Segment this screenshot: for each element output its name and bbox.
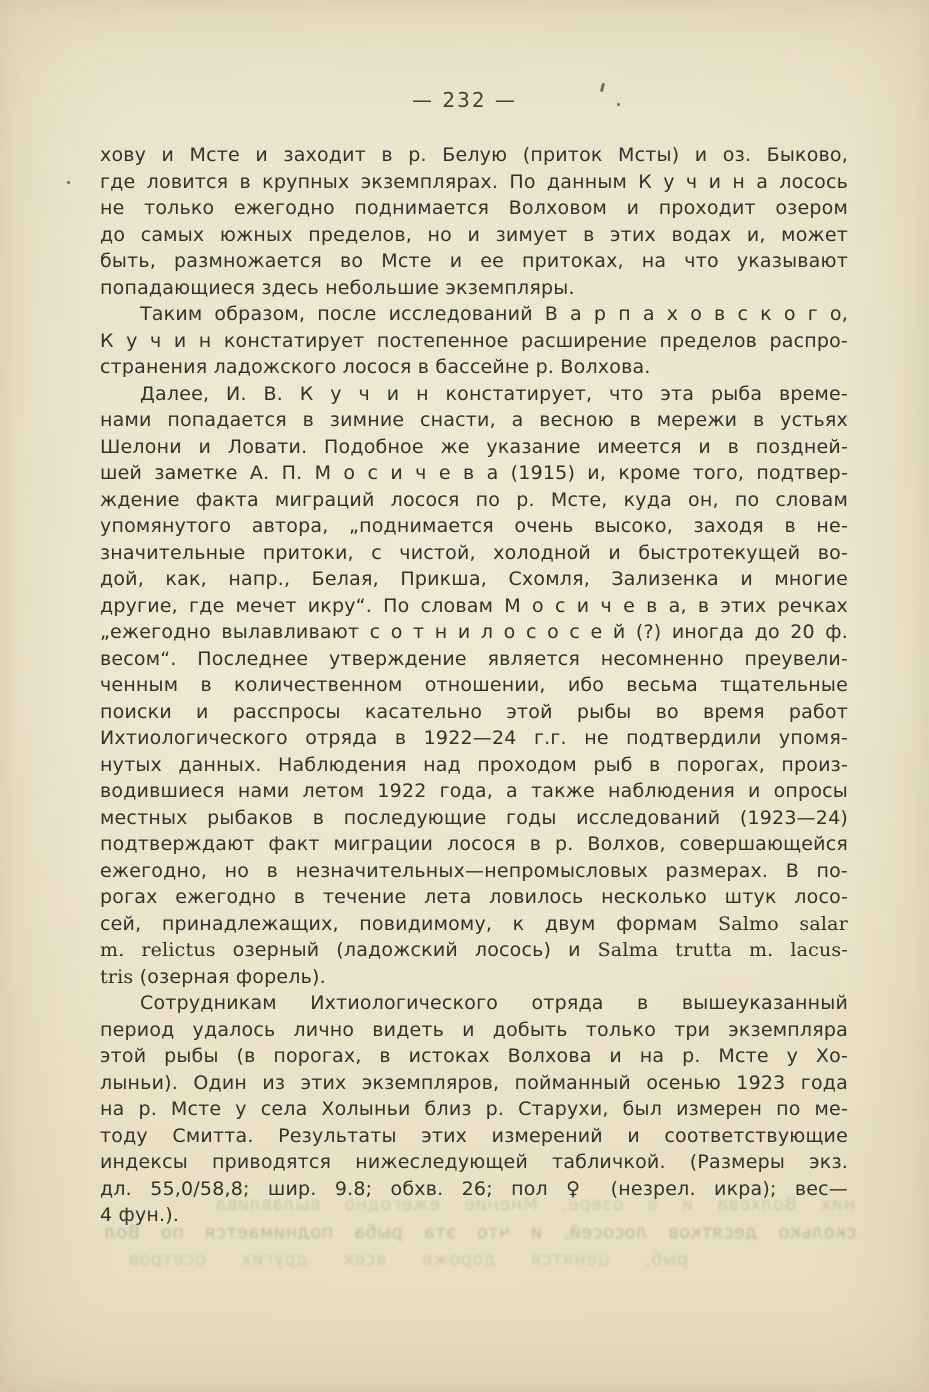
text-line bbox=[100, 911, 848, 938]
showthrough-line: них Волхова и в озере. Мнение ежегодно вылавлива bbox=[215, 1195, 855, 1215]
text-line: подтверждают факт миграции лосося в р. Волхов, совершающейся bbox=[100, 833, 848, 855]
showthrough-line: рыб, ценятся дороже всех других осетров bbox=[128, 1250, 688, 1270]
page-number: — 232 — bbox=[412, 88, 517, 112]
text-line: К у ч и н констатирует постепенное расширение пределов распро- bbox=[100, 329, 848, 352]
text-segment: (озерная форель). bbox=[133, 965, 326, 988]
text-line: дой, как, напр., Белая, Прикша, Схомля, Зализенка и многие bbox=[100, 568, 848, 590]
text-line: весом“. Последнее утверждение является несомненно преувели- bbox=[100, 647, 848, 670]
text-line: шей заметке А. П. М о с и ч е в а (1915) и, кроме того, подтвер- bbox=[100, 462, 848, 484]
text-line: тоду Смитта. Результаты этих измерений и соответствующие bbox=[100, 1124, 848, 1147]
text-line: нами попадается в зимние снасти, а весною в мережи в устьях bbox=[100, 409, 848, 431]
text-line: на р. Мсте у села Холыньи близ р. Старухи, был измерен по ме- bbox=[100, 1098, 848, 1120]
text-line: Далее, И. В. К у ч и н констатирует, что эта рыба време- bbox=[140, 382, 848, 405]
text-line: Таким образом, после исследований В а р п а х о в с к о г о, bbox=[140, 303, 848, 325]
latin-species-name: tris bbox=[100, 965, 134, 988]
text-line: дл. 55,0/58,8; шир. 9.8; обхв. 26; пол ♀ (незрел. икра); вес— bbox=[100, 1177, 848, 1200]
text-line: водившиеся нами летом 1922 года, а также наблюдения и опросы bbox=[100, 780, 848, 802]
latin-species-name: Salmo salar bbox=[718, 912, 848, 935]
paper-speck bbox=[67, 181, 70, 184]
text-line: значительные притоки, с чистой, холодной и быстротекущей во- bbox=[100, 541, 848, 564]
latin-species-name: Salma trutta m. lacus- bbox=[597, 939, 848, 961]
text-line: быть, размножается во Мсте и ее притоках, на что указывают bbox=[100, 250, 848, 272]
text-line: местных рыбаков в последующие годы исследований (1923—24) bbox=[100, 806, 848, 829]
paper-speck bbox=[617, 103, 620, 106]
text-line bbox=[100, 964, 848, 991]
text-line: упомянутого автора, „поднимается очень высоко, заходя в не- bbox=[100, 515, 848, 537]
text-segment: озерный (ладожский лосось) и bbox=[215, 939, 598, 961]
text-line: Шелони и Ловати. Подобное же указание имеется и в поздней- bbox=[100, 435, 848, 458]
text-line: до самых южных пределов, но и зимует в этих водах и, может bbox=[100, 223, 848, 246]
text-line: лыньи). Один из этих экземпляров, пойманный осенью 1923 года bbox=[100, 1071, 848, 1094]
body-text bbox=[100, 142, 848, 1229]
text-line: где ловится в крупных экземплярах. По данным К у ч и н а лосось bbox=[100, 170, 848, 193]
text-line: другие, где мечет икру“. По словам М о с и ч е в а, в этих речках bbox=[100, 594, 848, 617]
text-segment: сей, принадлежащих, повидимому, к двум формам bbox=[100, 912, 719, 935]
text-line: „ежегодно вылавливают с о т н и л о с о с е й (?) иногда до 20 ф. bbox=[100, 621, 848, 643]
text-line: не только ежегодно поднимается Волховом и проходит озером bbox=[100, 197, 848, 219]
text-line: ченным в количественном отношении, ибо весьма тщательные bbox=[100, 674, 848, 696]
text-line: ждение факта миграций лосося по р. Мсте, куда он, по словам bbox=[100, 488, 848, 511]
latin-species-name: m. relictus bbox=[100, 939, 216, 961]
text-line: индексы приводятся нижеследующей табличкой. (Размеры экз. bbox=[100, 1151, 848, 1173]
text-line: странения ладожского лосося в бассейне р. Волхова. bbox=[100, 356, 651, 378]
text-line: нутых данных. Наблюдения над проходом рыб в порогах, произ- bbox=[100, 753, 848, 776]
text-line: 4 фун.). bbox=[100, 1204, 180, 1226]
showthrough-line: сколько десятков лососей, и что эта рыба поднимается по Вол bbox=[104, 1223, 856, 1243]
text-line: этой рыбы (в порогах, в истоках Волхова и на р. Мсте у Хо- bbox=[100, 1045, 848, 1067]
text-line bbox=[100, 937, 848, 964]
text-line: период удалось лично видеть и добыть только три экземпляра bbox=[100, 1018, 848, 1041]
text-line: рогах ежегодно в течение лета ловилось несколько штук лосо- bbox=[100, 886, 848, 908]
text-line: поиски и расспросы касательно этой рыбы во время работ bbox=[100, 700, 848, 723]
text-line: хову и Мсте и заходит в р. Белую (приток Мсты) и оз. Быково, bbox=[100, 144, 848, 166]
text-line: Сотрудникам Ихтиологического отряда в вышеуказанный bbox=[140, 992, 848, 1014]
text-line: Ихтиологического отряда в 1922—24 г.г. не подтвердили упомя- bbox=[100, 727, 848, 749]
text-line: ежегодно, но в незначительных—непромысловых размерах. В по- bbox=[100, 859, 848, 882]
text-line: попадающиеся здесь небольшие экземпляры. bbox=[100, 276, 575, 299]
